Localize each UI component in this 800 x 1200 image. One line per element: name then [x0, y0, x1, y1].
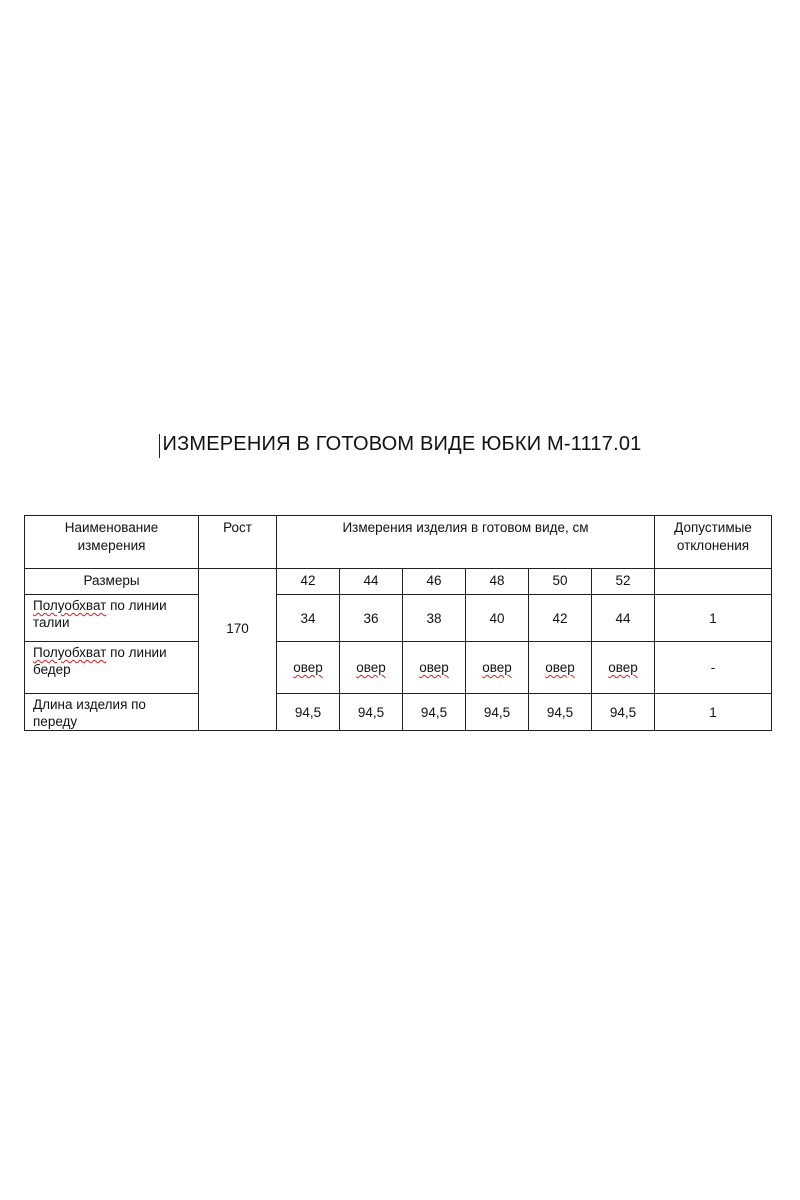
size-cell: 42 — [277, 569, 340, 595]
text-cursor — [159, 434, 160, 458]
size-cell: 50 — [529, 569, 592, 595]
tolerance-cell: 1 — [655, 694, 772, 731]
row-name-word: Полуобхват — [33, 645, 107, 660]
value-cell: 40 — [466, 595, 529, 642]
row-name-cell — [25, 694, 199, 731]
value-cell: овер — [340, 642, 403, 694]
header-tolerance-line2: отклонения — [676, 538, 750, 553]
value-cell: овер — [277, 642, 340, 694]
row-name-word: Полуобхват — [33, 598, 107, 613]
sizes-tolerance-empty-cell — [655, 569, 772, 595]
row-name-cell — [25, 595, 199, 642]
header-measurements-label: Измерения изделия в готовом виде, см — [342, 520, 589, 535]
tolerance-cell: 1 — [655, 595, 772, 642]
value-cell: 94,5 — [403, 694, 466, 731]
value-cell: 38 — [403, 595, 466, 642]
sizes-label: Размеры — [83, 573, 140, 588]
value-cell: овер — [403, 642, 466, 694]
header-tolerance-line1: Допустимые — [674, 520, 752, 535]
row-name-cell — [25, 642, 199, 694]
size-cell: 52 — [592, 569, 655, 595]
value-cell: 94,5 — [529, 694, 592, 731]
header-name-line1: Наименование — [64, 520, 159, 535]
header-measurements-cell — [277, 516, 655, 569]
document-title-text: ИЗМЕРЕНИЯ В ГОТОВОМ ВИДЕ ЮБКИ М-1117.01 — [162, 433, 642, 455]
row-name-line2: переду — [33, 714, 78, 729]
value-cell: овер — [529, 642, 592, 694]
header-height-cell — [199, 516, 277, 569]
height-value: 170 — [226, 621, 249, 636]
value-cell: 94,5 — [340, 694, 403, 731]
tolerance-cell: - — [655, 642, 772, 694]
measurements-table — [24, 515, 772, 731]
sizes-row — [25, 569, 772, 595]
row-name-line1: Длина изделия по — [33, 697, 146, 712]
row-name-line2: талии — [33, 615, 70, 630]
row-name-rest: по линии — [106, 598, 167, 613]
table-row-length — [25, 694, 772, 731]
header-name-cell — [25, 516, 199, 569]
value-cell: 42 — [529, 595, 592, 642]
document-title — [159, 433, 642, 456]
value-cell: овер — [592, 642, 655, 694]
row-name-rest: по линии — [106, 645, 167, 660]
sizes-label-cell — [25, 569, 199, 595]
header-tolerance-cell — [655, 516, 772, 569]
value-cell: 94,5 — [592, 694, 655, 731]
value-cell: 94,5 — [466, 694, 529, 731]
height-value-cell — [199, 569, 277, 731]
table-row-hips — [25, 642, 772, 694]
table-header-row — [25, 516, 772, 569]
header-height-label: Рост — [223, 520, 252, 535]
table-row-waist — [25, 595, 772, 642]
value-cell: 36 — [340, 595, 403, 642]
size-cell: 48 — [466, 569, 529, 595]
size-cell: 44 — [340, 569, 403, 595]
size-cell: 46 — [403, 569, 466, 595]
value-cell: 94,5 — [277, 694, 340, 731]
row-name-line2: бедер — [33, 662, 71, 677]
header-name-line2: измерения — [77, 538, 146, 553]
value-cell: 44 — [592, 595, 655, 642]
title-area — [0, 433, 800, 456]
value-cell: овер — [466, 642, 529, 694]
value-cell: 34 — [277, 595, 340, 642]
